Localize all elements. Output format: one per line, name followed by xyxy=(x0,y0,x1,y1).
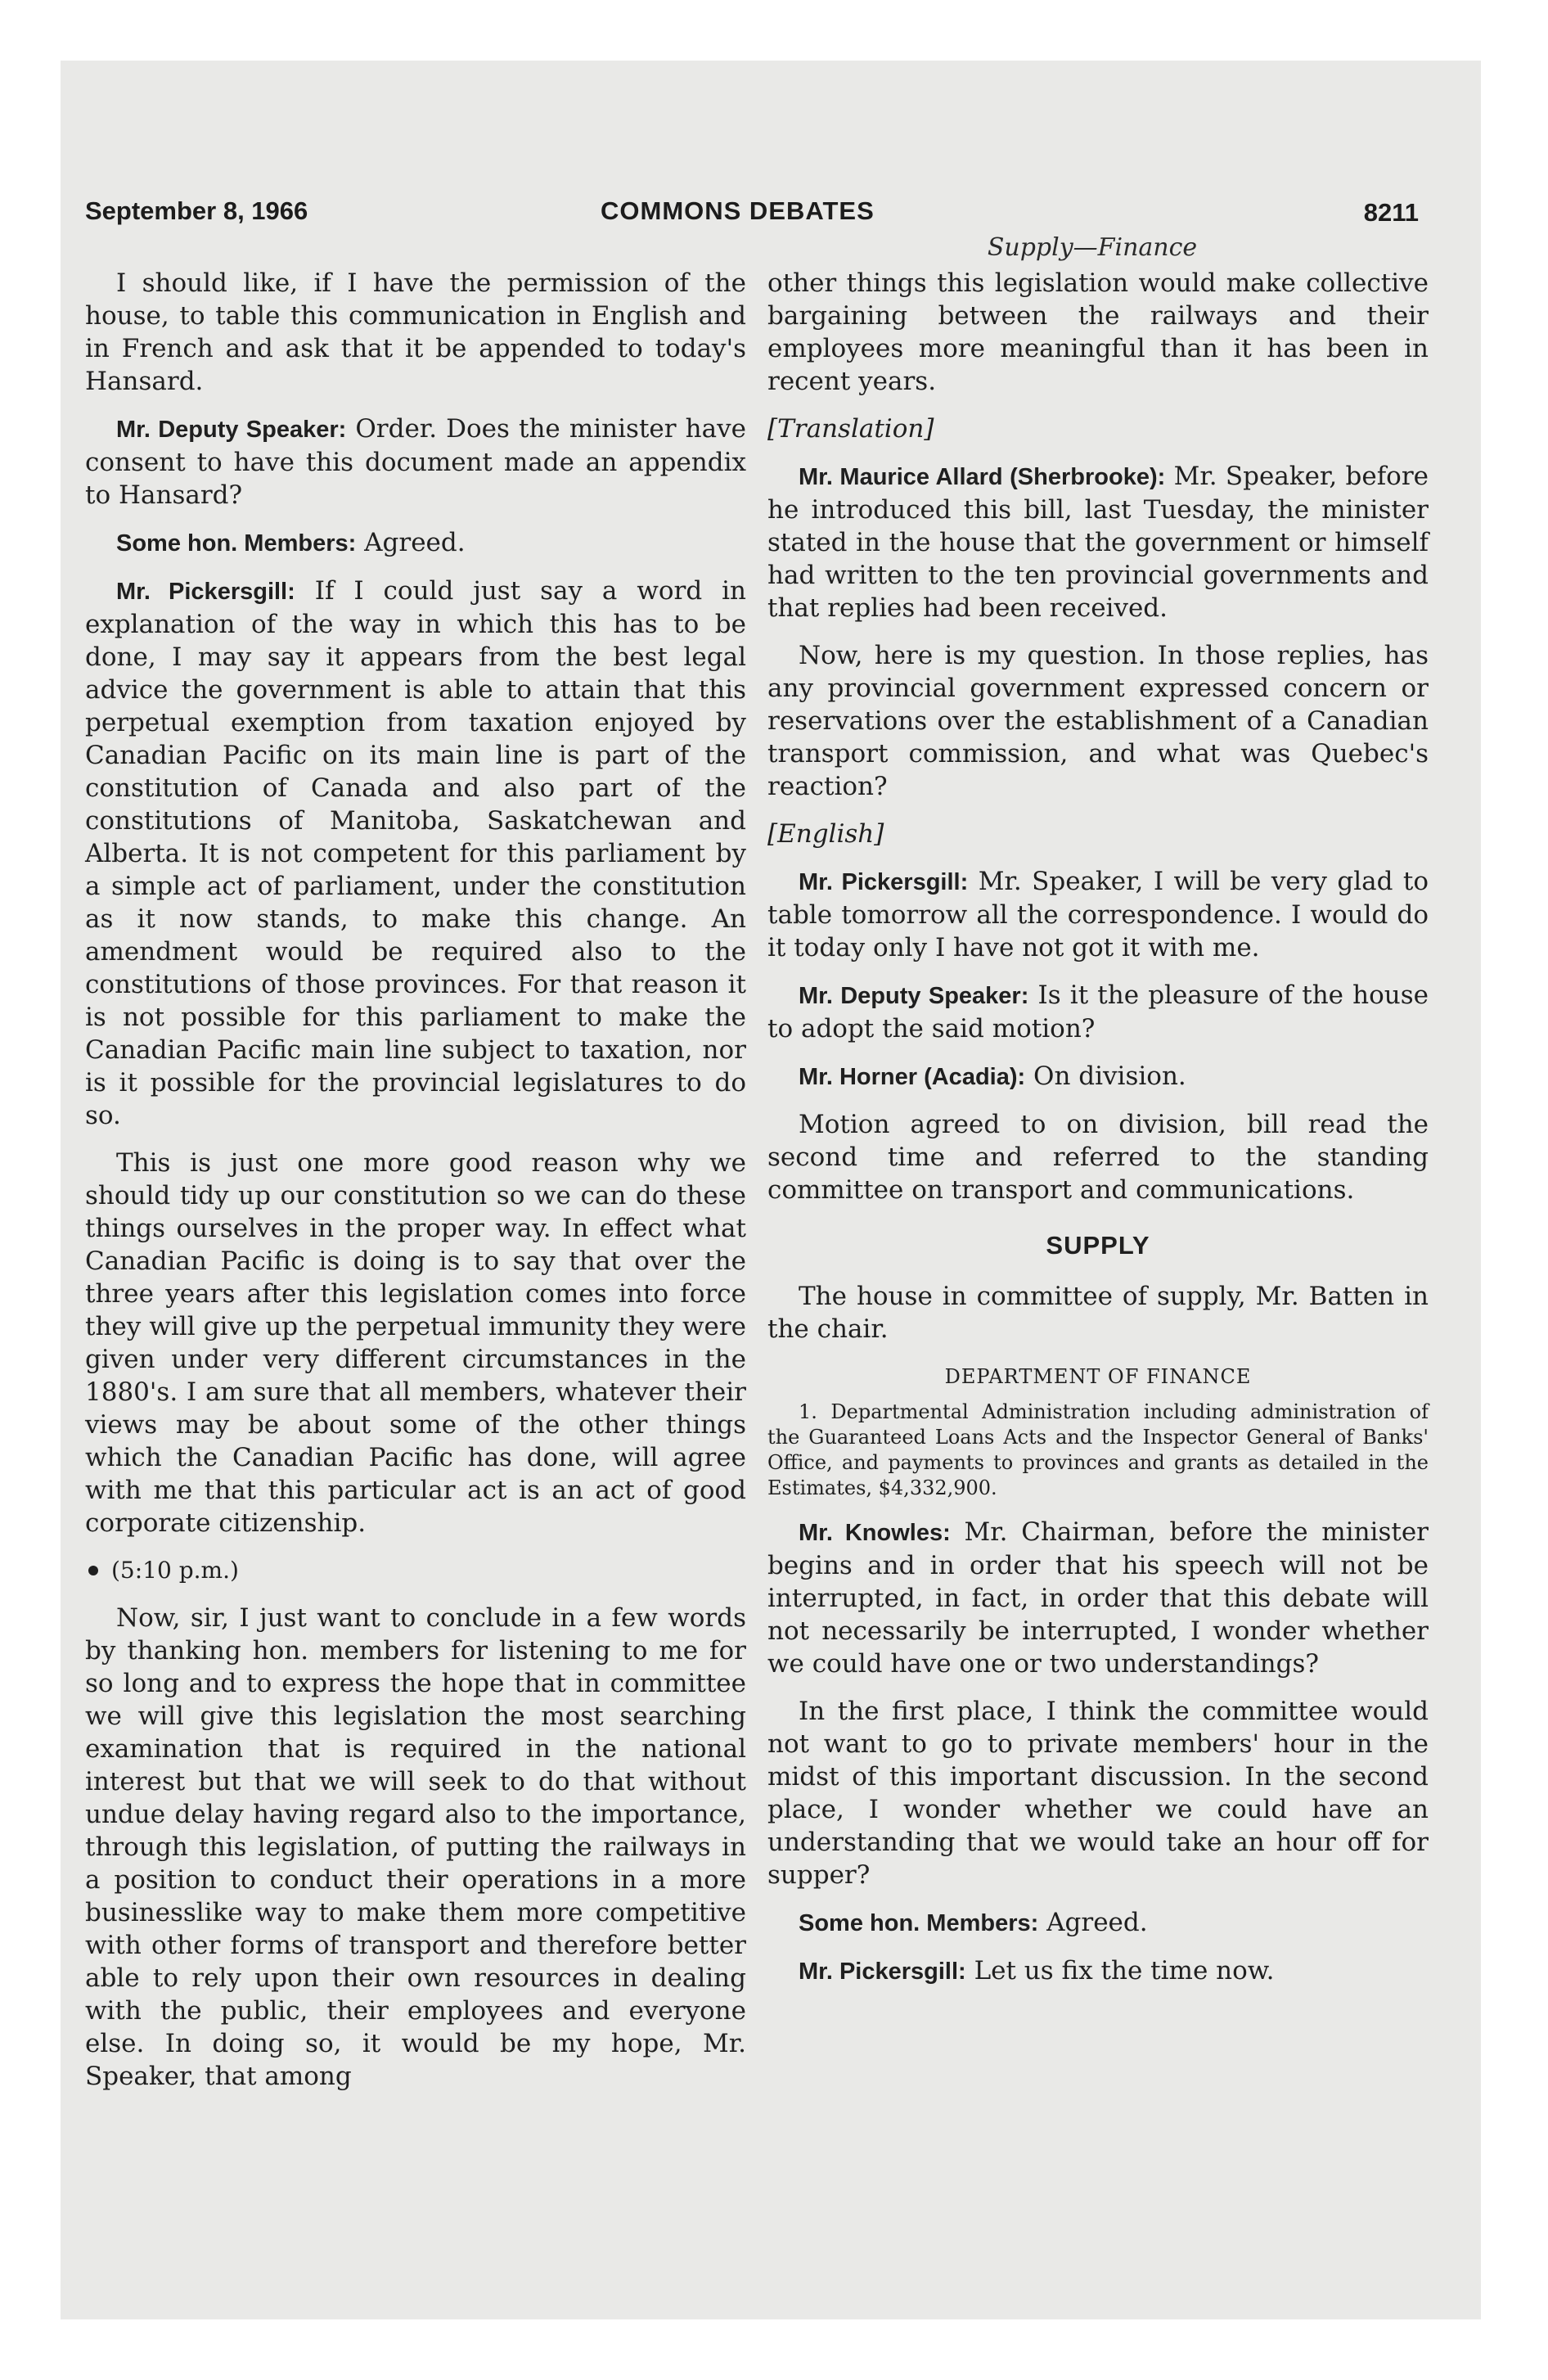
speech-text: Order. Does the minister have consent to have this document made an appendix to Hansard? xyxy=(85,414,746,510)
timestamp-text: (5:10 p.m.) xyxy=(111,1557,239,1584)
speech-text: Is it the pleasure of the house to adopt the said motion? xyxy=(767,980,1429,1044)
paragraph: The house in committee of supply, Mr. Batten in the chair. xyxy=(767,1282,1429,1344)
paragraph xyxy=(767,1954,1429,1988)
speech-text: Let us fix the time now. xyxy=(974,1956,1275,1986)
paragraph: This is just one more good reason why we should tidy up our constitution so we can do these things ourselves in the proper way. In effect what Canadian Pacific is doing is to say that over the three years after this legislation comes into force they will give up the perpetual immunity they were given under very different circumstances in the 1880's. I am sure that all members, whatever their views may be about some of the other things which the Canadian Pacific has done, will agree with me that this particular act is an act of good corporate citizenship. xyxy=(85,1148,746,1538)
speech-text: Agreed. xyxy=(364,528,466,557)
speaker-name: Mr. Deputy Speaker: xyxy=(799,983,1029,1009)
paragraph xyxy=(767,1060,1429,1093)
section-running-head: Supply—Finance xyxy=(987,233,1198,262)
paragraph xyxy=(767,460,1429,624)
header-date: September 8, 1966 xyxy=(85,196,308,225)
paragraph: Now, here is my question. In those replies, has any provincial government expressed concern or reservations over the establishment of a Canadian transport commission, and what was Quebec's reaction? xyxy=(767,641,1429,801)
speaker-name: Mr. Horner (Acadia): xyxy=(799,1064,1026,1090)
speaker-name: Mr. Pickersgill: xyxy=(116,579,295,605)
speech-text: Mr. Speaker, before he introduced this bill, last Tuesday, the minister stated in the house that the government or himself had written to the ten provincial governments and that replies had been received. xyxy=(767,462,1429,623)
page-header xyxy=(61,196,1419,237)
language-note: [English] xyxy=(767,819,884,849)
paragraph xyxy=(767,1516,1429,1680)
speaker-name: Mr. Knowles: xyxy=(799,1520,951,1546)
paragraph xyxy=(85,575,746,1132)
section-heading: SUPPLY xyxy=(1046,1231,1150,1260)
speech-text: If I could just say a word in explanation of the way in which this has to be done, I may say it appears from the best legal advice the government is able to attain that this perpetual exemption from taxation enjoyed by Canadian Pacific on its main line is part of the constitution of Canada and also part of the constitutions of Manitoba, Saskatchewan and Alberta. It is not competent for this parliament by a simple act of parliament, under the constitution as it now stands, to make this change. An amendment would be required also to the constitutions of those provinces. For that reason it is not possible for this parliament to make the Canadian Pacific main line subject to taxation, nor is it possible for the provincial legislatures to do so. xyxy=(85,576,747,1130)
paragraph xyxy=(85,412,746,512)
speaker-name: Some hon. Members: xyxy=(799,1910,1039,1936)
paragraph: I should like, if I have the permission of the house, to table this communication in English and in French and ask that it be appended to today's Hansard. xyxy=(85,268,746,396)
header-page-number: 8211 xyxy=(1363,198,1419,227)
paragraph: In the first place, I think the committee would not want to go to private members' hour in the midst of this important discussion. In the second place, I wonder whether we could have an understanding that we would take an hour off for supper? xyxy=(767,1697,1429,1890)
bullet-icon xyxy=(88,1566,98,1575)
speech-text: Agreed. xyxy=(1046,1908,1148,1937)
paragraph xyxy=(767,865,1429,964)
department-heading: DEPARTMENT OF FINANCE xyxy=(944,1365,1252,1388)
speech-text: On division. xyxy=(1033,1062,1186,1091)
paragraph: Now, sir, I just want to conclude in a few words by thanking hon. members for listening to me for so long and to express the hope that in committee we will give this legislation the most searching examination that is required in the national interest but that we will seek to do that without undue delay having regard also to the importance, through this legislation, of putting the railways in a position to conduct their operations in a more businesslike way to make them more competitive with other forms of transport and therefore better able to rely upon their own resources in dealing with the public, their employees and everyone else. In doing so, it would be my hope, Mr. Speaker, that among xyxy=(85,1603,746,2091)
speaker-name: Some hon. Members: xyxy=(116,530,357,557)
speaker-name: Mr. Pickersgill: xyxy=(799,869,969,895)
speech-text: Mr. Speaker, I will be very glad to table tomorrow all the correspondence. I would do it today only I have not got it with me. xyxy=(767,867,1429,962)
speaker-name: Mr. Pickersgill: xyxy=(799,1959,966,1985)
timestamp xyxy=(85,1554,746,1587)
paragraph xyxy=(85,526,746,560)
paragraph: other things this legislation would make collective bargaining between the railways and their employees more meaningful than it has been in recent years. xyxy=(767,268,1429,396)
estimate-item: 1. Departmental Administration including administration of the Guaranteed Loans Acts and the Inspector General of Banks' Office, and payments to provinces and grants as detailed in the Estimates, $4,332,900. xyxy=(767,1400,1429,1499)
paragraph xyxy=(767,1906,1429,1940)
language-note: [Translation] xyxy=(767,414,934,444)
paragraph xyxy=(767,979,1429,1045)
speech-text: Mr. Chairman, before the minister begins and in order that his speech will not be interrupted, in fact, in order that this debate will not necessarily be interrupted, I wonder whether we could have one or two understandings? xyxy=(767,1517,1429,1679)
right-column xyxy=(767,267,1429,2003)
header-title: COMMONS DEBATES xyxy=(601,196,875,225)
speaker-name: Mr. Deputy Speaker: xyxy=(116,417,347,443)
left-column xyxy=(85,267,746,2107)
speaker-name: Mr. Maurice Allard (Sherbrooke): xyxy=(799,464,1166,490)
paragraph: Motion agreed to on division, bill read the second time and referred to the standing committee on transport and communications. xyxy=(767,1110,1429,1205)
